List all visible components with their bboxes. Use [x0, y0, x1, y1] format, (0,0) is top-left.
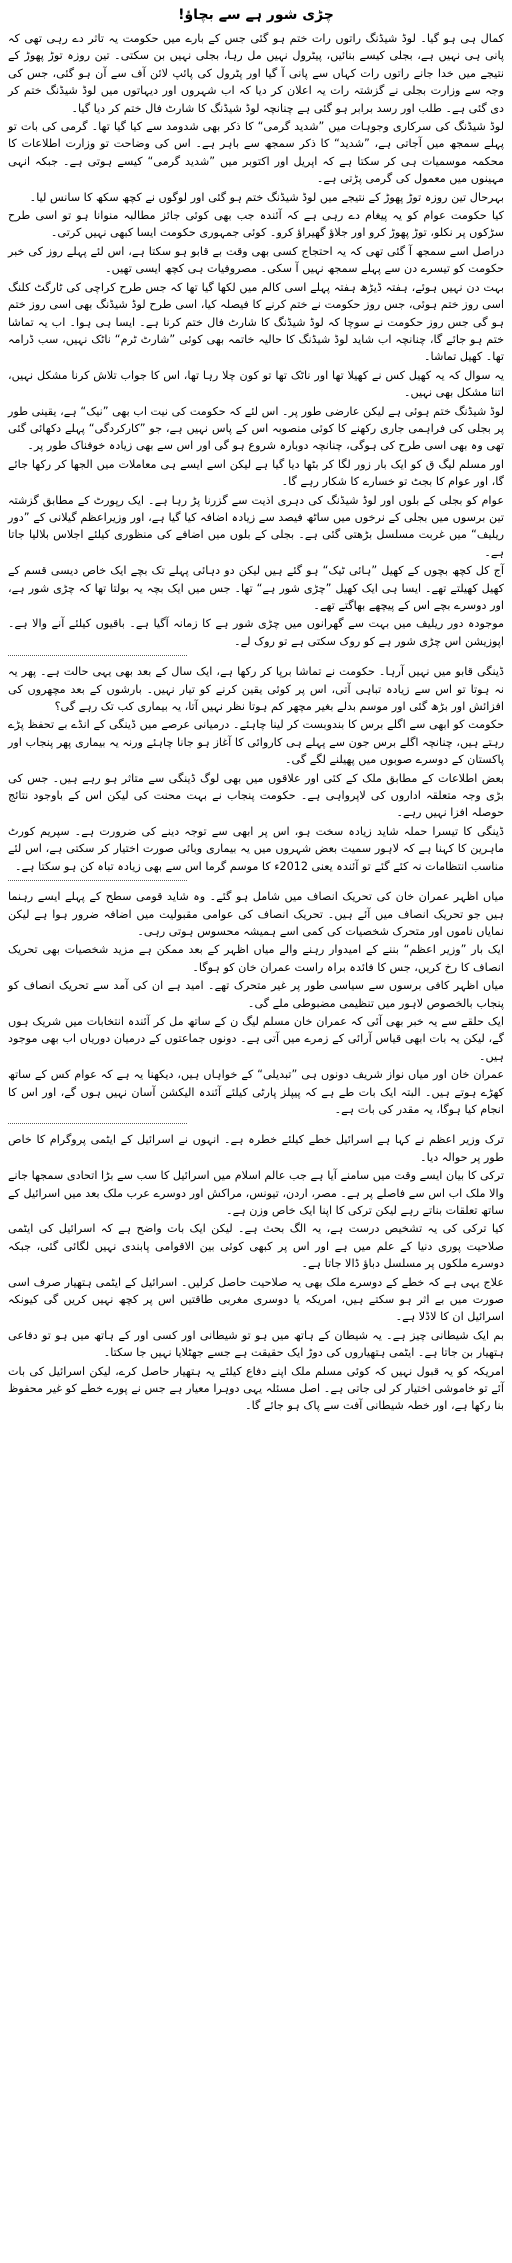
- article-paragraph: علاج یہی ہے کہ خطے کے دوسرے ملک بھی یہ صلاحیت حاصل کرلیں۔ اسرائیل کے ایٹمی ہتھیار صرف اسی صورت میں بے اثر ہو سکتے ہیں، امریکہ یا دوسری مغربی طاقتیں اس پر کچھ نہیں کریں گی کیونکہ اسرائیل ان کا لاڈلا ہے۔: [8, 1275, 504, 1324]
- article-paragraph: لوڈ شیڈنگ کی سرکاری وجوہات میں ”شدید گرمی“ کا ذکر بھی شدومد سے کیا گیا تھا۔ گرمی کی بات تو پہلے سمجھ میں آجاتی ہے، ”شدید“ کا ذکر سمجھ سے باہر ہے۔ اس کی وضاحت تو وزارت اطلاعات کا محکمہ موسمیات ہی کر سکتا ہے کہ اپریل اور اکتوبر میں ”شدید گرمی“ کیسے ہوتی ہے۔ جبکہ انہی مہینوں میں معمول کی گرمی پڑتی ہے۔: [8, 120, 504, 186]
- article-section-mian-azhar: [8, 888, 504, 1118]
- article-paragraph: کیا ترکی کی یہ تشخیص درست ہے، یہ الگ بحث ہے۔ لیکن ایک بات واضح ہے کہ اسرائیل کی ایٹمی صلاحیت پوری دنیا کے علم میں ہے اور اس پر کبھی کوئی بین الاقوامی پابندی نہیں لگائی گئی، جبکہ دوسرے ملکوں پر مسلسل دباؤ ڈالا جاتا ہے۔: [8, 1222, 504, 1271]
- article-paragraph: آج کل کچھ بچوں کے کھیل ”ہائی ٹیک“ ہو گئے ہیں لیکن دو دہائی پہلے تک بچے ایک خاص دیسی قسم کے کھیل کھیلتے تھے۔ ایسا ہی ایک کھیل ”چڑی شور ہے“ تھا۔ جس میں ایک بچہ یہ بولتا تھا کہ چڑی شور ہے، اور دوسرے بچے اس کے پیچھے بھاگتے تھے۔: [8, 564, 504, 612]
- article-paragraph: بہرحال تین روزہ توڑ پھوڑ کے نتیجے میں لوڈ شیڈنگ ختم ہو گئی اور لوگوں نے کچھ سکھ کا سانس لیا۔: [29, 190, 504, 204]
- article-section-dengue: [8, 663, 504, 875]
- article-paragraph: عوام کو بجلی کے بلوں اور لوڈ شیڈنگ کی دہری اذیت سے گزرنا پڑ رہا ہے۔ ایک رپورٹ کے مطابق گزشتہ تین برسوں میں بجلی کے نرخوں میں ساٹھ فیصد سے زیادہ اضافہ کیا گیا ہے، اور وزیراعظم گیلانی کے ”دور ریلیف“ میں غربت مسلسل بڑھتی گئی ہے۔ بجلی کے بلوں میں اضافے کی منظوری کیلئے اجلاس بلالیا جاتا ہے۔: [8, 493, 504, 559]
- article-paragraph: کیا حکومت عوام کو یہ پیغام دے رہی ہے کہ آئندہ جب بھی کوئی جائز مطالبہ منوانا ہو تو اسی طرح سڑکوں پر نکلو، توڑ پھوڑ کرو اور جلاؤ گھیراؤ کرو۔ کوئی جمہوری حکومت ایسا کبھی نہیں کرتی۔: [8, 209, 504, 240]
- article-paragraph: ترکی کا بیان ایسے وقت میں سامنے آیا ہے جب عالم اسلام میں اسرائیل کا سب سے بڑا اتحادی سمجھا جانے والا ملک اب اس سے فاصلے پر ہے۔ مصر، اردن، تیونس، مراکش اور دوسرے عرب ملک بعد میں اسرائیل کے ساتھ تعلقات بناتے رہے لیکن ترکی کا اپنا ایک خاص وزن ہے۔: [8, 1169, 504, 1217]
- article-paragraph: یہ سوال کہ یہ کھیل کس نے کھیلا تھا اور ناٹک تھا تو کون چلا رہا تھا، اس کا جواب تلاش کرنا مشکل نہیں، اتنا مشکل بھی نہیں۔: [8, 368, 504, 400]
- article-headline: چڑی شور ہے سے بچاؤ!: [178, 7, 334, 23]
- article-paragraph: امریکہ کو یہ قبول نہیں کہ کوئی مسلم ملک اپنے دفاع کیلئے یہ ہتھیار حاصل کرے، لیکن اسرائیل کی بات آئے تو خاموشی اختیار کر لی جاتی ہے۔ اصل مسئلہ یہی دوہرا معیار ہے جس نے پورے خطے کو غیر محفوظ بنا رکھا ہے، اور خطہ شیطانی آفت سے پاک ہو جائے گا۔: [8, 1364, 504, 1413]
- section-divider: [8, 880, 187, 881]
- article-paragraph: اور مسلم لیگ ق کو ایک بار زور لگا کر بٹھا دیا گیا ہے لیکن اسے ایسے ہی معاملات میں الجھا کر رکھا جائے گا، اور عوام کا بجٹ تو خسارے کا شکار رہے گا۔: [8, 457, 504, 489]
- article-paragraph: ایک بار ”وزیر اعظم“ بننے کے امیدوار رہنے والے میاں اظہر کے بعد ممکن ہے مزید شخصیات بھی تحریک انصاف کا رخ کریں، جس کا فائدہ براہ راست عمران خان کو ہوگا۔: [8, 943, 504, 974]
- section-divider: [8, 655, 187, 656]
- article-paragraph: میاں اظہر عمران خان کی تحریک انصاف میں شامل ہو گئے۔ وہ شاید قومی سطح کے پہلے ایسے رہنما ہیں جو تحریک انصاف میں آئے ہیں۔ تحریک انصاف کی عوامی مقبولیت میں اضافہ ضرور ہوا ہے لیکن نمایاں ناموں اور متحرک شخصیات کی کمی اسے ہمیشہ محسوس ہوتی رہی۔: [8, 890, 504, 938]
- article-section-load-shedding: [8, 30, 504, 650]
- article-paragraph: کمال ہی ہو گیا۔ لوڈ شیڈنگ راتوں رات ختم ہو گئی جس کے بارے میں حکومت یہ تاثر دے رہی تھی کہ پانی ہی نہیں ہے، بجلی کیسے بنائیں، پیٹرول نہیں مل رہا، بجلی نہیں بن سکتی۔ تین روزہ توڑ پھوڑ کے نتیجے میں خدا جانے راتوں رات کہاں سے پانی آ گیا اور پٹرول کی پائپ لائن آف سے آن ہو گئی، جس کی وجہ سے وزارت بجلی نے گزشتہ رات یہ اعلان کر دیا کہ اب شہروں اور دیہاتوں میں لوڈ شیڈنگ ختم کر دی گئی ہے۔ طلب اور رسد برابر ہو گئی ہے چنانچہ لوڈ شیڈنگ کا شارٹ فال ختم کر دیا گیا۔: [8, 32, 504, 115]
- article-paragraph: ترک وزیر اعظم نے کہا ہے اسرائیل خطے کیلئے خطرہ ہے۔ انہوں نے اسرائیل کے ایٹمی پروگرام کا خاص طور پر حوالہ دیا۔: [8, 1133, 504, 1164]
- article-paragraph: ایک حلقے سے یہ خبر بھی آئی کہ عمران خان مسلم لیگ ن کے ساتھ مل کر آئندہ انتخابات میں شریک ہوں گے، لیکن یہ بات ابھی قیاس آرائی کے زمرے میں آتی ہے۔ دونوں جماعتوں کے درمیان دوریاں اب بھی موجود ہیں۔: [8, 1014, 504, 1063]
- section-divider: [8, 1123, 187, 1124]
- article-paragraph: موجودہ دور ریلیف میں بہت سے گھرانوں میں چڑی شور ہے کا زمانہ آگیا ہے۔ باقیوں کیلئے آنے والا ہے۔ اپوزیشن اس چڑی شور ہے کو روک سکتی ہے تو روک لے۔: [8, 617, 504, 648]
- article-paragraph: لوڈ شیڈنگ ختم ہوئی ہے لیکن عارضی طور پر۔ اس لئے کہ حکومت کی نیت اب بھی ”نیک“ ہے، یقینی طور پر بجلی کی فراہمی جاری رکھنے کا کوئی منصوبہ اس کے پاس نہیں ہے، جو ”کارکردگی“ پہلے دکھائی گئی تھی وہ بھی اسی طرح کی ہوگی، چنانچہ دوبارہ شروع ہو گی اور اس سے بھی زیادہ خوفناک طور پر۔: [8, 404, 504, 453]
- article-paragraph: ڈینگی قابو میں نہیں آرہا۔ حکومت نے تماشا برپا کر رکھا ہے، ایک سال کے بعد بھی یہی حالت ہے۔ پھر یہ نہ ہوتا تو اس سے زیادہ تباہی آتی، اس پر کوئی یقین کرنے کو تیار نہیں۔ بارشوں کے بعد مچھروں کی افزائش اور بڑھ گئی اور موسم بدلے بغیر مچھر کم ہوتا نظر نہیں آتا، یہ بیماری کب تک رہے گی؟: [8, 665, 504, 714]
- article-paragraph: بم ایک شیطانی چیز ہے۔ یہ شیطان کے ہاتھ میں ہو تو شیطانی اور کسی اور کے ہاتھ میں ہو تو دفاعی ہتھیار بن جاتا ہے۔ ایٹمی ہتھیاروں کی دوڑ ایک حقیقت ہے جسے جھٹلایا نہیں جا سکتا۔: [8, 1328, 504, 1360]
- article-paragraph: دراصل اسے سمجھ آ گئی تھی کہ یہ احتجاج کسی بھی وقت بے قابو ہو سکتا ہے، اس لئے پہلے روز کی خبر حکومت کو تیسرے دن سے پہلے سمجھ نہیں آ سکی۔ مصروفیات ہی کچھ ایسی تھیں۔: [8, 244, 504, 276]
- article-paragraph: بہت دن نہیں ہوئے، ہفتہ ڈیڑھ ہفتہ پہلے اسی کالم میں لکھا گیا تھا کہ جس طرح کراچی کی ٹارگٹ کلنگ اسی روز ختم ہوئی، جس روز حکومت نے ختم کرنے کا فیصلہ کیا، اسی طرح لوڈ شیڈنگ بھی اسی روز ختم ہو گی جس روز حکومت نے سوچا کہ لوڈ شیڈنگ کا شارٹ فال ختم کرنا ہے۔ ایسا ہی ہوا۔ اب یہ تماشا ختم ہو جائے گا، چنانچہ اب شاید لوڈ شیڈنگ کا حالیہ خاتمہ بھی کوئی ”شارٹ ٹرم“ ناٹک نہیں، سب ڈرامہ تھا۔ کھیل تماشا۔: [8, 280, 504, 364]
- article-paragraph: میاں اظہر کافی برسوں سے سیاسی طور پر غیر متحرک تھے۔ امید ہے ان کی آمد سے تحریک انصاف کو پنجاب بالخصوص لاہور میں تنظیمی مضبوطی ملے گی۔: [8, 979, 504, 1010]
- article-paragraph: عمران خان اور میاں نواز شریف دونوں ہی ”تبدیلی“ کے خواہاں ہیں، دیکھنا یہ ہے کہ عوام کس کے ساتھ کھڑے ہوتے ہیں۔ البتہ ایک بات طے ہے کہ پیپلز پارٹی کیلئے آئندہ الیکشن آسان نہیں ہوں گے، اور اس کا انجام کیا ہوگا، یہ مقدر کی بات ہے۔: [8, 1068, 504, 1116]
- article-paragraph: ڈینگی کا تیسرا حملہ شاید زیادہ سخت ہو، اس پر ابھی سے توجہ دینے کی ضرورت ہے۔ سپریم کورٹ ماہرین کا کہنا ہے کہ لاہور سمیت بعض شہروں میں یہ بیماری وبائی صورت اختیار کر سکتی ہے، اس لئے مناسب انتظامات نہ کئے گئے تو آئندہ یعنی 2012ء کا موسم گرما اس سے بھی زیادہ تباہ کن ہو سکتا ہے۔: [8, 824, 504, 873]
- article-paragraph: حکومت کو ابھی سے اگلے برس کا بندوبست کر لینا چاہئے۔ درمیانی عرصے میں ڈینگی کے انڈے بے تحفظ پڑے رہتے ہیں، چنانچہ اگلے برس جون سے پہلے ہی کاروائی کا آغاز ہو جانا چاہئے ورنہ یہ بیماری پھر پنجاب اور پاکستان کے دوسرے صوبوں میں پھیلنے لگے گی۔: [8, 718, 504, 767]
- article-section-turkey-israel: [8, 1131, 504, 1415]
- article-paragraph: بعض اطلاعات کے مطابق ملک کے کئی اور علاقوں میں بھی لوگ ڈینگی سے متاثر ہو رہے ہیں۔ جس کی بڑی وجہ متعلقہ اداروں کی لاپرواہی ہے۔ حکومت پنجاب نے بہت محنت کی لیکن اس کے باوجود نتائج حوصلہ افزا نہیں رہے۔: [8, 771, 504, 820]
